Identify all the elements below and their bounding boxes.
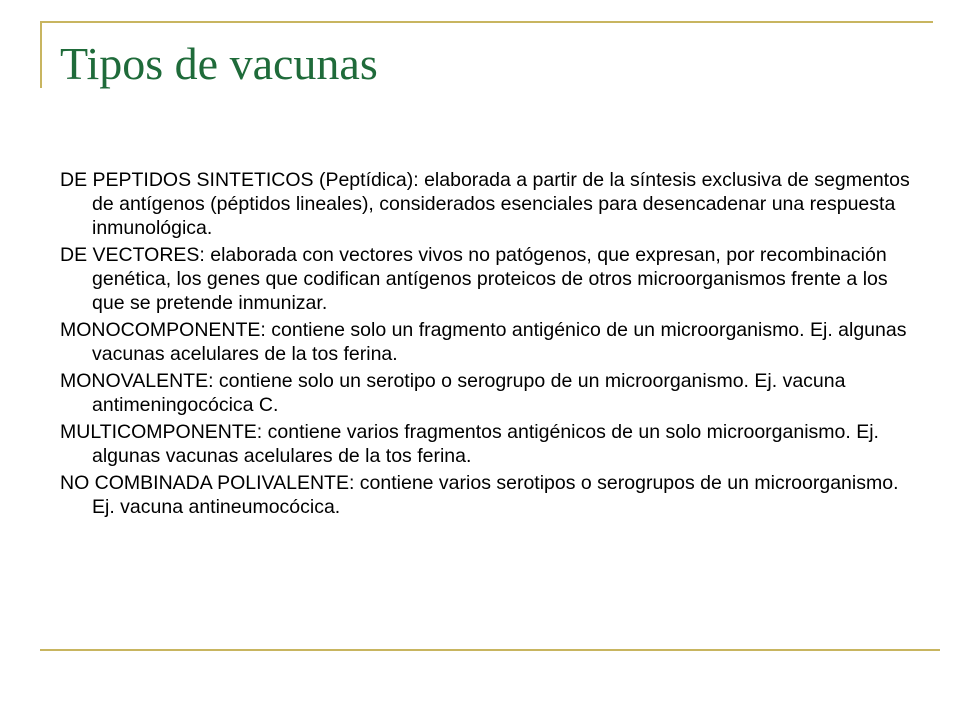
bottom-decorative-rule [40,649,940,651]
list-item-monocomponente: MONOCOMPONENTE: contiene solo un fragmento antigénico de un microorganismo. Ej. algunas vacunas acelulares de la tos ferina. [60,319,907,365]
list-item-peptidos: DE PEPTIDOS SINTETICOS (Peptídica): elaborada a partir de la síntesis exclusiva de segmentos de antígenos (péptidos lineales), considerados esenciales para desencadenar una respuesta inmunológica. [60,169,910,239]
slide-title: Tipos de vacunas [60,38,378,89]
list-item-vectores: DE VECTORES: elaborada con vectores vivos no patógenos, que expresan, por recombinación genética, los genes que codifican antígenos proteicos de otros microorganismos frente a los que se pretende inmunizar. [60,244,888,314]
list-item-no-combinada-polivalente: NO COMBINADA POLIVALENTE: contiene varios serotipos o serogrupos de un microorganismo. Ej. vacuna antineumocócica. [60,472,899,518]
top-decorative-rule [40,21,933,23]
left-decorative-rule [40,21,42,88]
vaccine-types-list [60,168,920,522]
list-item-monovalente: MONOVALENTE: contiene solo un serotipo o serogrupo de un microorganismo. Ej. vacuna antimeningocócica C. [60,370,846,416]
list-item-multicomponente: MULTICOMPONENTE: contiene varios fragmentos antigénicos de un solo microorganismo. Ej. algunas vacunas acelulares de la tos ferina. [60,421,879,467]
